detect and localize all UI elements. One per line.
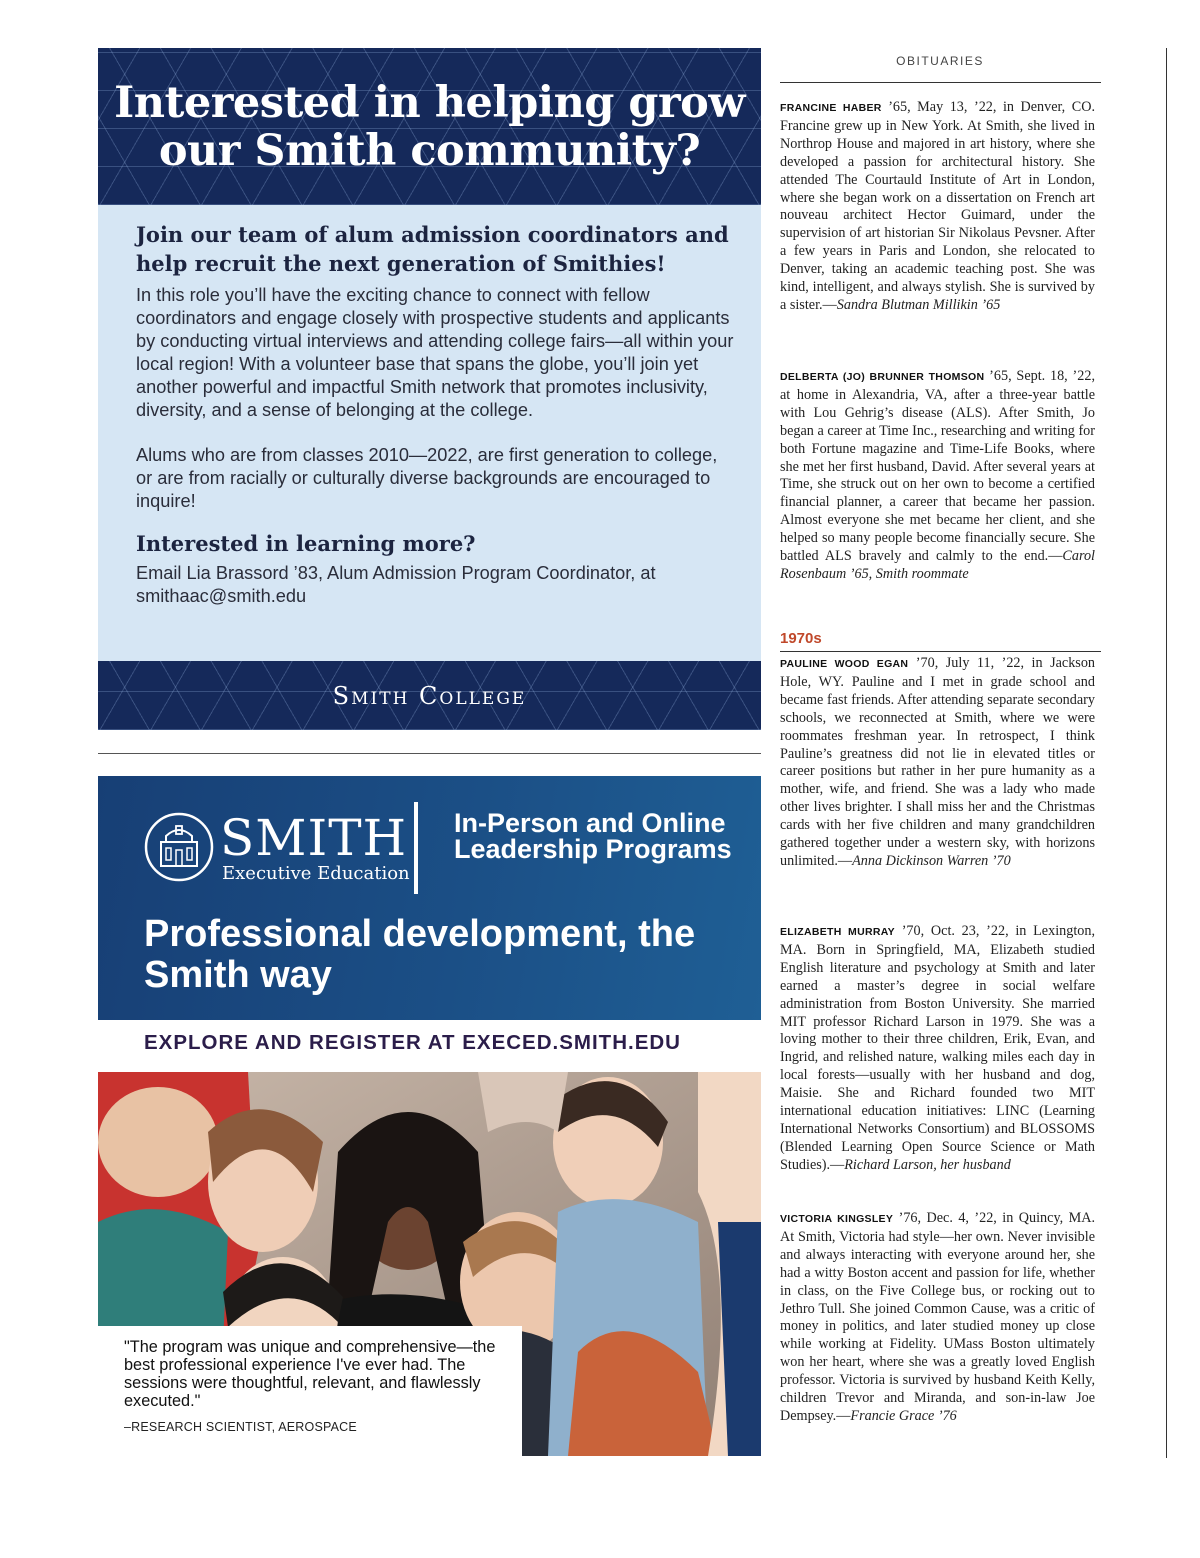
exec-ed-headline: Professional development, the Smith way [144, 913, 696, 996]
ad-headline: Interested in helping grow our Smith community? [114, 77, 745, 176]
obituary-name: VICTORIA KINGSLEY [780, 1213, 894, 1225]
testimonial-quote: "The program was unique and comprehensive—the best professional experience I've ever had. The sessions were thoughtful, relevant, and flawlessly executed." [124, 1338, 496, 1410]
section-label: OBITUARIES [896, 54, 984, 68]
obituary-signature: Sandra Blutman Millikin ’65 [836, 296, 1001, 313]
decade-rule [780, 651, 1101, 652]
obituary-entry [780, 99, 1095, 315]
obituary-entry [780, 655, 1095, 871]
testimonial-box [98, 1326, 522, 1456]
register-cta[interactable]: EXPLORE AND REGISTER AT EXECED.SMITH.EDU [144, 1031, 681, 1054]
learn-more-contact: Email Lia Brassord ’83, Alum Admission Program Coordinator, at smithaac@smith.edu [136, 563, 656, 606]
ad-headline-banner [98, 48, 761, 205]
page-edge-line [1166, 48, 1167, 1458]
obituary-text: ’70, July 11, ’22, in Jackson Hole, WY. Pauline and I met in grade school and became fast friends. After attending separate secondary schools, we reconnected at Smith, where we were roommates freshman year. In retrospect, I think Pauline’s greatness did not lie in elevated titles or career positions but rather in her pure humanity as a mother, wife, and friend. She was a lady who made other lives brighter. I shall miss her and the Christmas cards with her five children and many grandchildren gathered together under a western sky, with horizons unlimited.— [780, 655, 1096, 869]
smith-college-logo: Smith College [332, 681, 527, 710]
obituary-text: ’70, Oct. 23, ’22, in Lexington, MA. Born in Springfield, MA, Elizabeth studied English literature and psychology at Smith and later earned a master’s degree in social welfare administration from Boston University. She married MIT professor Richard Larson in 1979. She was a loving mother to their three children, Erik, Evan, and Ingrid, and relished nature, walking miles each day in local forests—usually with her husband and dog, Maisie. She and Richard founded two MIT international education initiatives: LINC (Learning International Networks Consortium) and BLOSSOMS (Blended Learning Open Source Science or Math Studies).— [780, 923, 1095, 1173]
obituary-text: ’76, Dec. 4, ’22, in Quincy, MA. At Smith, Victoria had style—her own. Never invisible and always interacting with everyone around her, she had a witty Boston accent and passion for life, whether in class, on the Five College bus, or rocking out to Jethro Tull. She joined Common Cause, was a critic of money in politics, and later studied money up close while working at Fidelity. UMass Boston ultimately won her heart, where she was a greatly loved English professor. Victoria is survived by husband Keith Kelly, children Trevor and Miranda, and son-in-law Joe Dempsey.— [780, 1210, 1095, 1424]
ad-paragraph-2: Alums who are from classes 2010—2022, are first generation to college, or are from racially or culturally diverse backgrounds are encouraged to inquire! [136, 445, 718, 511]
obituary-text: ’65, May 13, ’22, in Denver, CO. Francine grew up in New York. At Smith, she lived in Northrop House and majored in art history, where she developed a passion for architectural history. She attended The Courtauld Institute of Art in London, where she began work on a dissertation on French art nouveau architect Hector Guimard, under the supervision of art historian Sir Nikolaus Pevsner. After a few years in Paris and London, she relocated to Denver, taking an academic teaching post. She was kind, intelligent, and always stylish. She is survived by a sister.— [780, 99, 1096, 313]
exec-ed-logo-sub: Executive Education [222, 863, 410, 884]
obituary-entry [780, 923, 1095, 1175]
ad-body [136, 220, 736, 608]
decade-heading: 1970s [780, 630, 822, 647]
ad-subheading: Join our team of alum admission coordinators and help recruit the next generation of Smithies! [136, 222, 729, 276]
obituary-text: ’65, Sept. 18, ’22, at home in Alexandria, VA, after a three-year battle with Lou Gehrig’s disease (ALS). After Smith, Jo began a career at Time Inc., researching and writing for both Fortune magazine and Time-Life Books, where she met her first husband, David. After several years at Time, she struck out on her own to become a certified financial planner, a career that became her passion. Almost everyone she met became her client, and she helped so many people become financially secure. She battled ALS bravely and calmly to the end.— [780, 368, 1095, 565]
ad-paragraph-1: In this role you’ll have the exciting chance to connect with fellow coordinators and engage closely with prospective students and applicants by conducting virtual interviews and attending college fairs—all within your local region! With a volunteer base that spans the globe, you’ll join yet another powerful and impactful Smith network that promotes inclusivity, diversity, and a sense of belonging at the college. [136, 285, 734, 420]
learn-more-heading: Interested in learning more? [136, 531, 476, 556]
obituary-name: FRANCINE HABER [780, 102, 882, 114]
alum-coordinator-ad [98, 48, 761, 730]
obituary-name: ELIZABETH MURRAY [780, 926, 895, 938]
testimonial-attribution: –RESEARCH SCIENTIST, AEROSPACE [124, 1420, 357, 1434]
obituary-signature: Carol Rosenbaum ’65, Smith roommate [780, 548, 1095, 582]
obituary-entry [780, 1210, 1095, 1426]
obituary-signature: Francie Grace ’76 [850, 1407, 957, 1424]
obituary-name: DELBERTA (JO) BRUNNER THOMSON [780, 371, 985, 383]
obituary-signature: Anna Dickinson Warren ’70 [852, 852, 1011, 869]
header-rule [780, 82, 1101, 83]
logo-divider [414, 802, 418, 894]
obituary-name: PAULINE WOOD EGAN [780, 658, 909, 670]
exec-ed-ad [98, 776, 761, 1020]
programs-label: In-Person and Online Leadership Programs [454, 808, 732, 864]
obituary-signature: Richard Larson, her husband [844, 1156, 1011, 1173]
college-hall-icon [144, 812, 214, 882]
divider [98, 753, 761, 754]
smith-logo-word: SMITH [220, 809, 408, 867]
obituary-entry [780, 368, 1095, 584]
ad-footer-banner [98, 661, 761, 730]
